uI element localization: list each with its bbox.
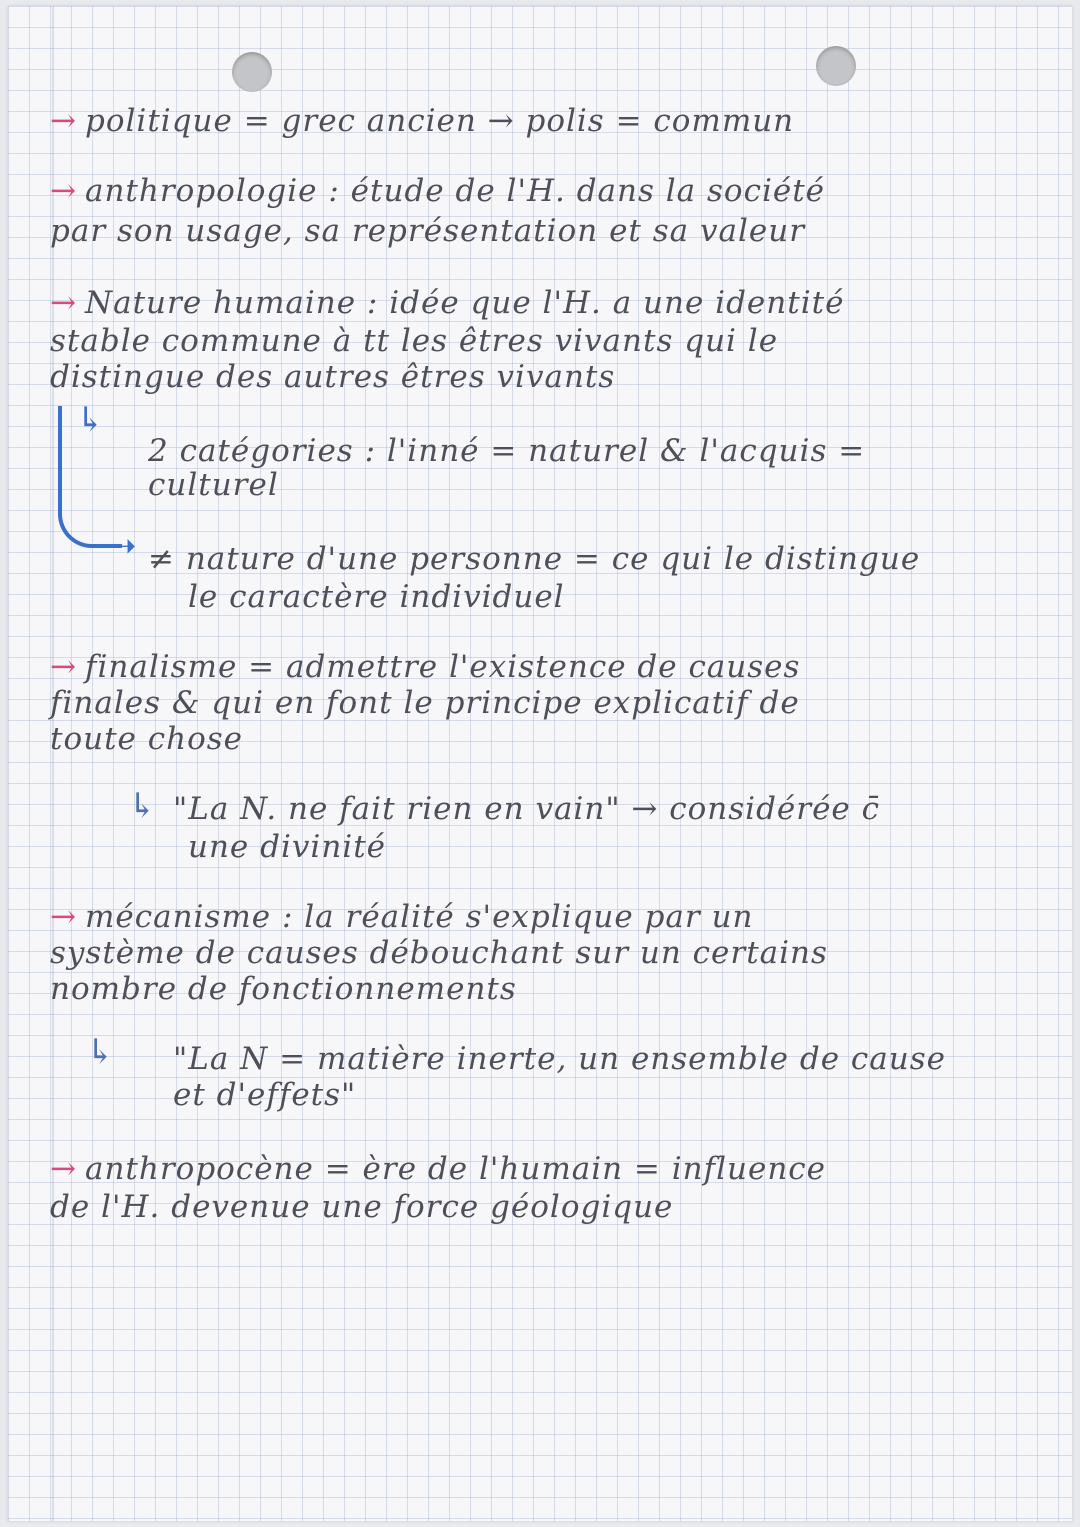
- hook-arrow-icon: ↳: [86, 1032, 115, 1072]
- note-anthropocene-cont: de l'H. devenue une force géologique: [50, 1189, 674, 1225]
- note-nature-personne-cont: le caractère individuel: [188, 579, 565, 615]
- note-politique: [50, 104, 1050, 138]
- note-mecanisme: [50, 900, 1050, 934]
- note-nature-humaine-cont2: distingue des autres êtres vivants: [50, 359, 616, 395]
- note-mecanisme-cont2: nombre de fonctionnements: [50, 971, 517, 1007]
- arrow-right-icon: →: [50, 103, 77, 139]
- note-mecanisme-cont1: système de causes débouchant sur un certains: [50, 935, 828, 971]
- note-categories: 2 catégories : l'inné = naturel & l'acquis =: [148, 433, 866, 469]
- arrow-right-icon: →: [50, 285, 77, 321]
- note-categories-cont: culturel: [148, 467, 279, 503]
- note-text: anthropocène = ère de l'humain = influence: [84, 1151, 827, 1187]
- notebook-page: [8, 6, 1072, 1521]
- note-text: finalisme = admettre l'existence de causes: [84, 649, 801, 685]
- note-anthropocene: [50, 1152, 1050, 1186]
- arrow-right-icon: →: [50, 173, 77, 209]
- note-anthropologie: [50, 174, 1050, 208]
- arrow-right-icon: →: [50, 649, 77, 685]
- note-mecanisme-quote-cont: et d'effets": [173, 1077, 357, 1113]
- note-nature-humaine: [50, 286, 1050, 320]
- punch-hole-right: [816, 46, 856, 86]
- hook-arrow-icon: ↳: [76, 400, 105, 440]
- note-nature-humaine-cont1: stable commune à tt les êtres vivants qui le: [50, 323, 779, 359]
- note-nature-personne: ≠ nature d'une personne = ce qui le distingue: [148, 541, 921, 577]
- note-finalisme-quote-cont: une divinité: [188, 829, 386, 865]
- punch-hole-left: [232, 52, 272, 92]
- arrow-right-icon: ➝: [108, 526, 137, 566]
- note-text: Nature humaine : idée que l'H. a une identité: [84, 285, 845, 321]
- note-mecanisme-quote: "La N = matière inerte, un ensemble de cause: [173, 1041, 946, 1077]
- note-text: anthropologie : étude de l'H. dans la société: [84, 173, 826, 209]
- note-finalisme: [50, 650, 1050, 684]
- note-anthropologie-cont: par son usage, sa représentation et sa valeur: [50, 213, 806, 249]
- note-finalisme-quote: "La N. ne fait rien en vain" → considérée c̄: [173, 791, 880, 827]
- note-finalisme-cont1: finales & qui en font le principe explicatif de: [50, 685, 800, 721]
- note-finalisme-cont2: toute chose: [50, 721, 243, 757]
- arrow-right-icon: →: [50, 1151, 77, 1187]
- note-text: politique = grec ancien → polis = commun: [84, 103, 795, 139]
- hook-arrow-icon: ↳: [128, 786, 157, 826]
- arrow-right-icon: →: [50, 899, 77, 935]
- note-text: mécanisme : la réalité s'explique par un: [84, 899, 754, 935]
